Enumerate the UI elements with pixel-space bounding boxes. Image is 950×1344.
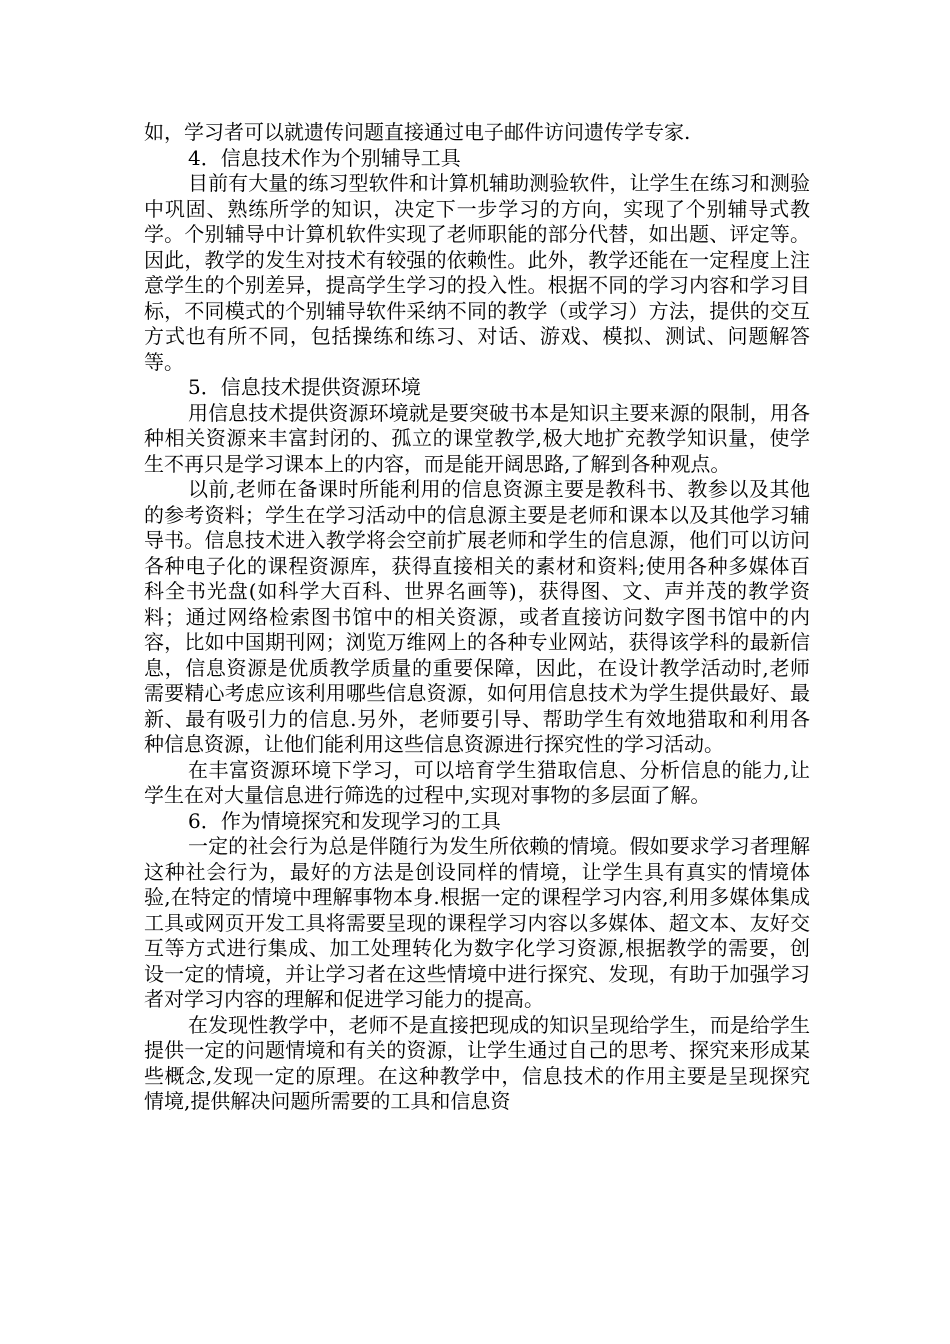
paragraph: 在丰富资源环境下学习，可以培育学生猎取信息、分析信息的能力,让学生在对大量信息进行筛选的过程中,实现对事物的多层面了解。 — [144, 757, 810, 807]
section-heading: 6．作为情境探究和发现学习的工具 — [188, 808, 501, 833]
paragraph: 目前有大量的练习型软件和计算机辅助测验软件，让学生在练习和测验中巩固、熟练所学的知识，决定下一步学习的方向，实现了个别辅导式教学。个别辅导中计算机软件实现了老师职能的部分代替，如出题、评定等。因此，教学的发生对技术有较强的依赖性。此外，教学还能在一定程度上注意学生的个别差异，提高学生学习的投入性。根据不同的学习内容和学习目标，不同模式的个别辅导软件采纳不同的教学（或学习）方法，提供的交互方式也有所不同，包括操练和练习、对话、游戏、模拟、测试、问题解答等。 — [144, 171, 810, 374]
section-heading: 5．信息技术提供资源环境 — [188, 375, 421, 399]
paragraph: 以前,老师在备课时所能利用的信息资源主要是教科书、教参以及其他的参考资料；学生在学习活动中的信息源主要是老师和课本以及其他学习辅导书。信息技术进入教学将会空前扩展老师和学生的信息源，他们可以访问各种电子化的课程资源库，获得直接相关的素材和资料;使用各种多媒体百科全书光盘(如科学大百科、世界名画等)，获得图、文、声并茂的教学资料；通过网络检索图书馆中的相关资源，或者直接访问数字图书馆中的内容，比如中国期刊网；浏览万维网上的各种专业网站，获得该学科的最新信息，信息资源是优质教学质量的重要保障，因此，在设计教学活动时,老师需要精心考虑应该利用哪些信息资源，如何用信息技术为学生提供最好、最新、最有吸引力的信息.另外，老师要引导、帮助学生有效地猎取和利用各种信息资源，让他们能利用这些信息资源进行探究性的学习活动。 — [144, 477, 810, 756]
section-heading: 4．信息技术作为个别辅导工具 — [188, 145, 461, 170]
paragraph: 在发现性教学中，老师不是直接把现成的知识呈现给学生，而是给学生提供一定的问题情境和有关的资源，让学生通过自己的思考、探究来形成某些概念,发现一定的原理。在这种教学中，信息技术的作用主要是呈现探究情境,提供解决问题所需要的工具和信息资 — [144, 1012, 810, 1113]
paragraph: 如，学习者可以就遗传问题直接通过电子邮件访问遗传学专家. — [144, 120, 691, 144]
document-body — [144, 120, 810, 1115]
paragraph: 一定的社会行为总是伴随行为发生所依赖的情境。假如要求学习者理解这种社会行为，最好的方法是创设同样的情境，让学生具有真实的情境体验,在特定的情境中理解事物本身.根据一定的课程学习内容,利用多媒体集成工具或网页开发工具将需要呈现的课程学习内容以多媒体、超文本、友好交互等方式进行集成、加工处理转化为数字化学习资源,根据教学的需要，创设一定的情境，并让学习者在这些情境中进行探究、发现，有助于加强学习者对学习内容的理解和促进学习能力的提高。 — [144, 834, 810, 1011]
paragraph: 用信息技术提供资源环境就是要突破书本是知识主要来源的限制，用各种相关资源来丰富封闭的、孤立的课堂教学,极大地扩充教学知识量，使学生不再只是学习课本上的内容，而是能开阔思路,了解到各种观点。 — [144, 400, 810, 476]
